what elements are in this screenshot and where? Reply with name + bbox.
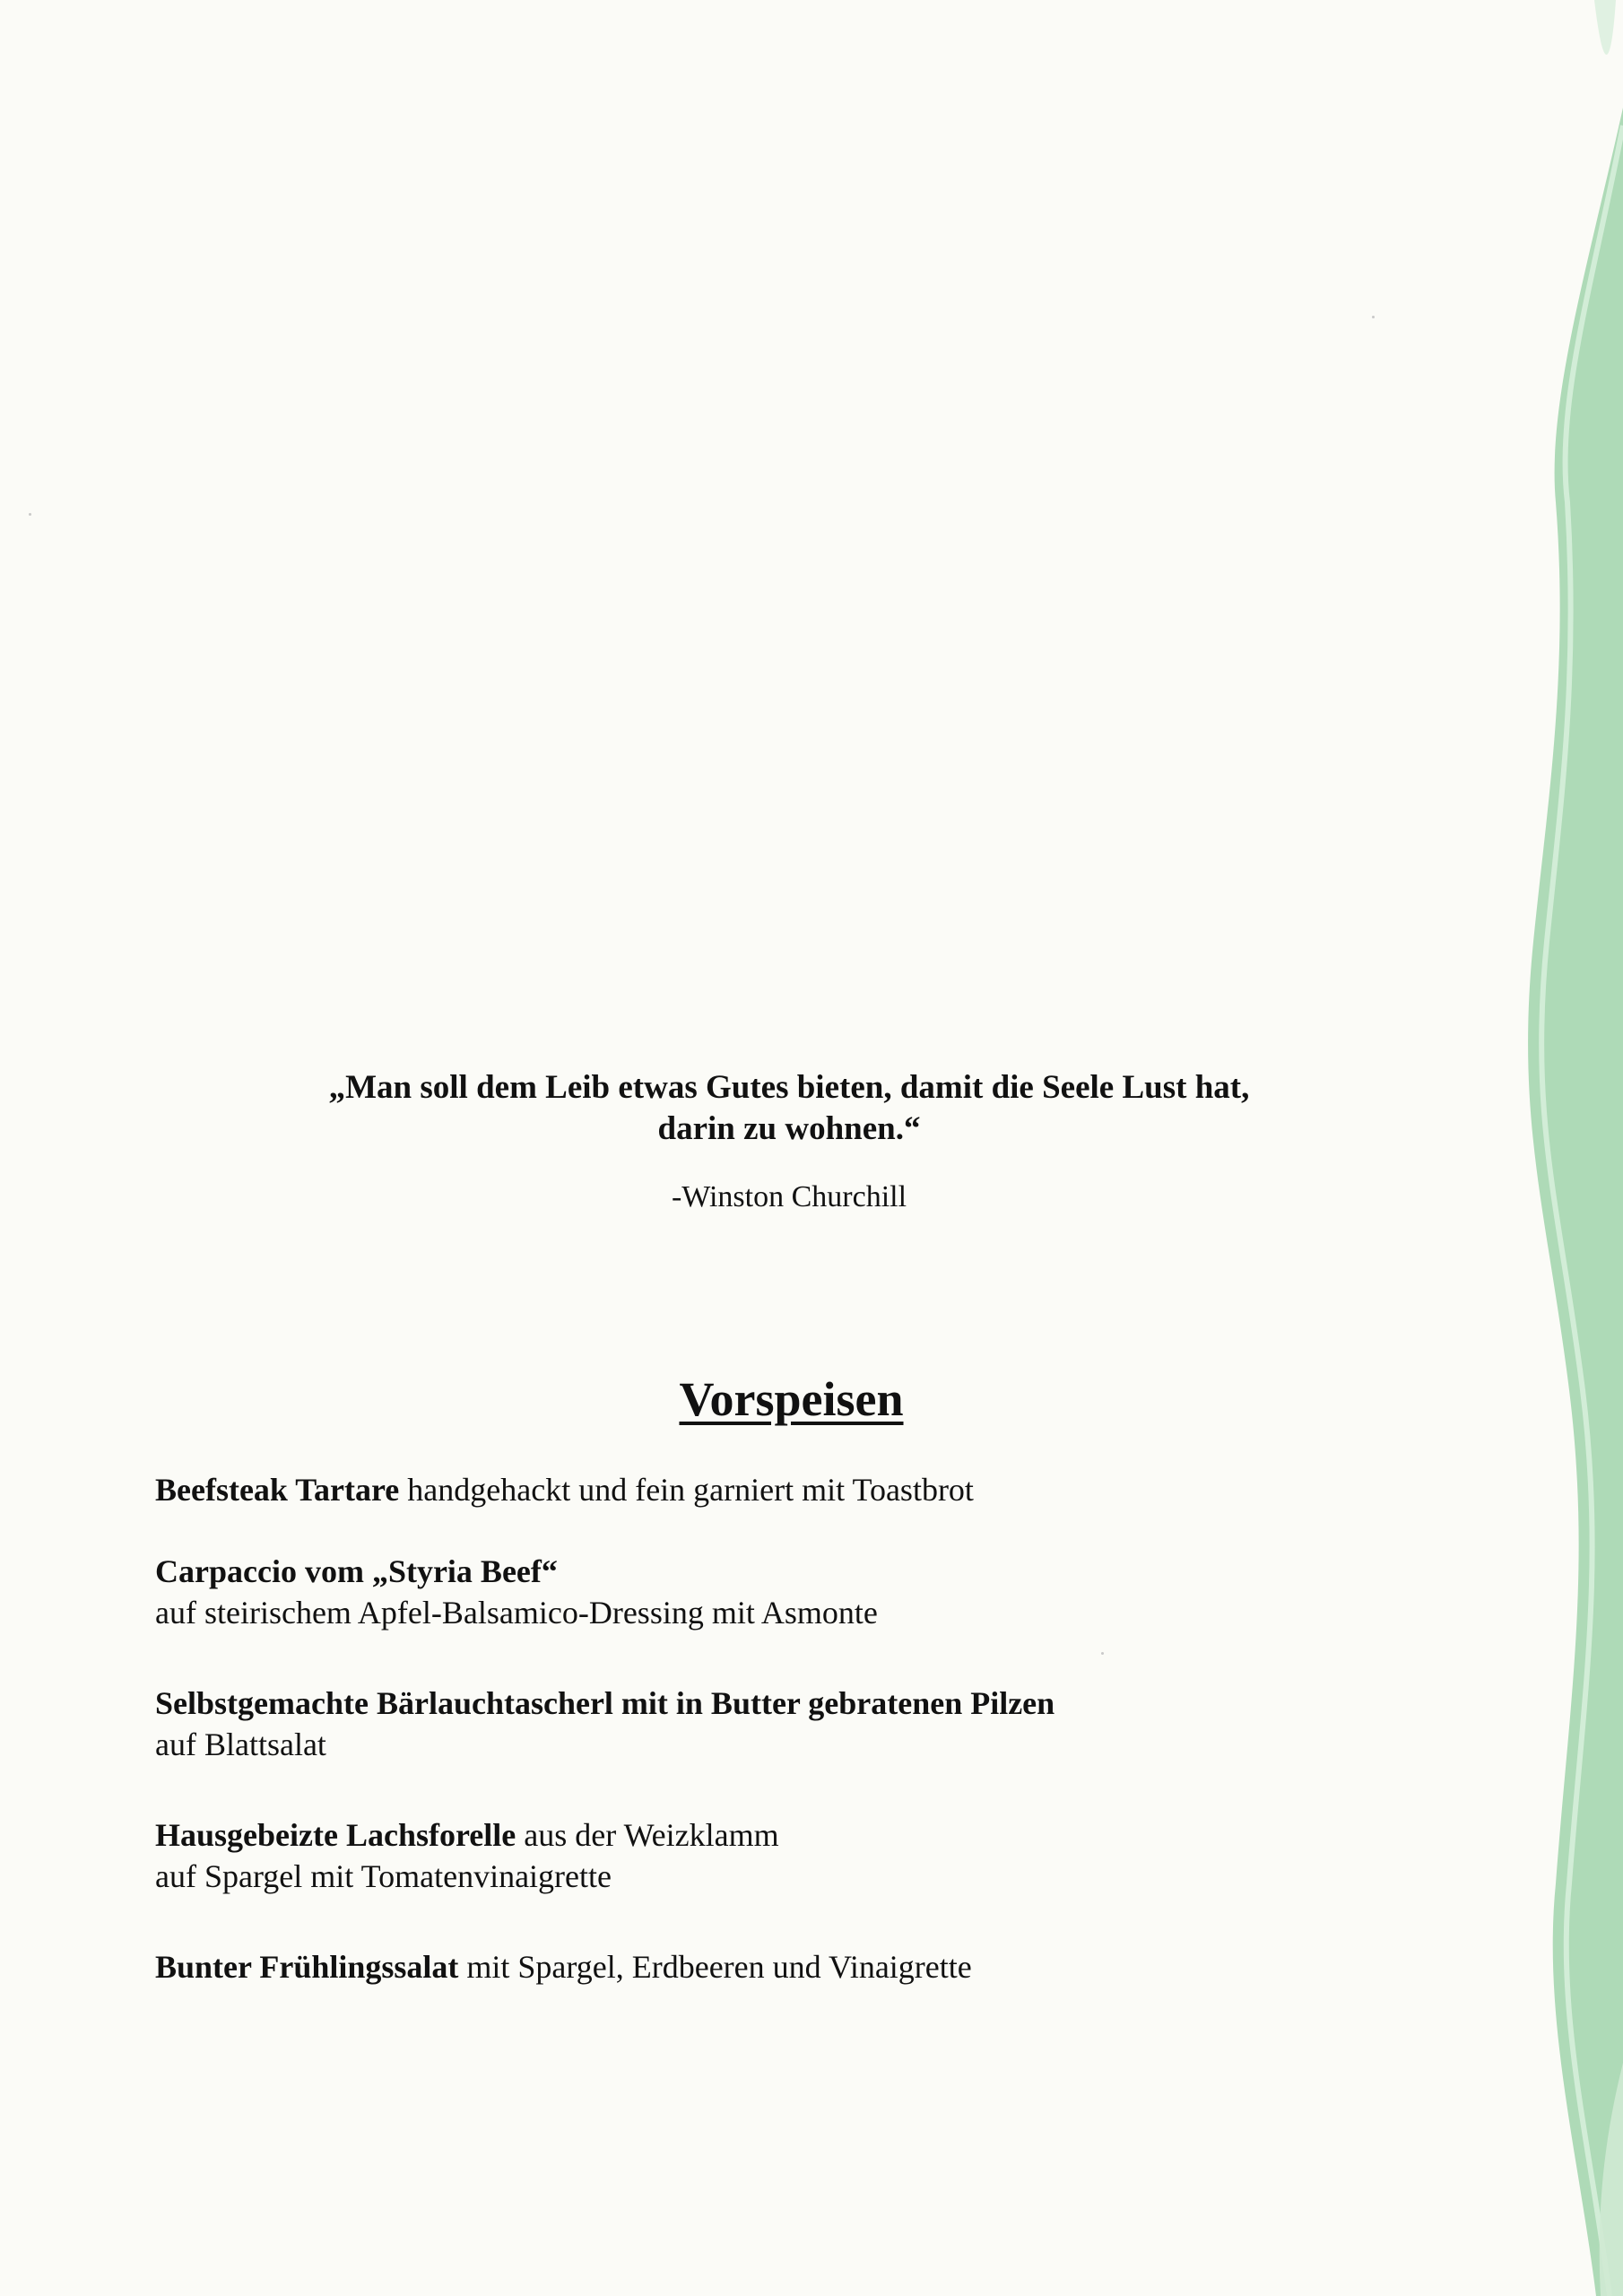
dish-description: mit Spargel, Erdbeeren und Vinaigrette — [458, 1949, 972, 1985]
dish-name: Carpaccio vom „Styria Beef“ — [155, 1553, 558, 1589]
dish-name: Hausgebeizte Lachsforelle — [155, 1817, 516, 1853]
dish-name: Beefsteak Tartare — [155, 1472, 400, 1508]
dish-description: auf steirischem Apfel-Balsamico-Dressing mit Asmonte — [155, 1595, 878, 1631]
menu-item — [155, 1946, 972, 1987]
menu-item — [155, 1683, 1055, 1765]
dish-heading-line — [155, 1814, 779, 1856]
quote-author: -Winston Churchill — [671, 1180, 907, 1213]
dish-description: auf Blattsalat — [155, 1726, 326, 1762]
paper-speck — [1372, 316, 1375, 318]
dish-name: Bunter Frühlingssalat — [155, 1949, 459, 1985]
quote-line-2: darin zu wohnen.“ — [657, 1110, 921, 1147]
paper-speck — [29, 513, 31, 516]
menu-item — [155, 1814, 779, 1897]
quote-line-1: „Man soll dem Leib etwas Gutes bieten, damit die Seele Lust hat, — [328, 1069, 1250, 1106]
quote-block — [0, 1067, 1578, 1216]
section-title: Vorspeisen — [679, 1372, 904, 1426]
menu-item — [155, 1469, 974, 1510]
dish-origin: aus der Weizklamm — [516, 1817, 779, 1853]
menu-item — [155, 1551, 878, 1633]
dish-description: auf Spargel mit Tomatenvinaigrette — [155, 1858, 612, 1894]
dish-name: Selbstgemachte Bärlauchtascherl mit in Butter gebratenen Pilzen — [155, 1685, 1055, 1721]
dish-description: handgehackt und fein garniert mit Toastbrot — [399, 1472, 974, 1508]
paper-speck — [1101, 1652, 1104, 1655]
